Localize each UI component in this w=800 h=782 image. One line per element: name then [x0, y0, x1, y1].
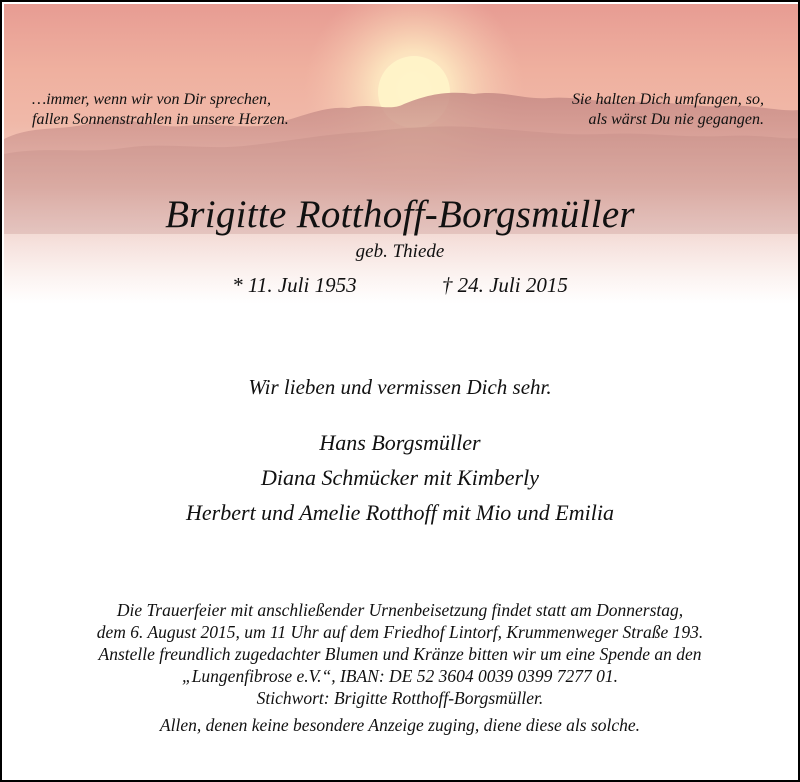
quote-left-line: …immer, wenn wir von Dir sprechen, [32, 91, 271, 108]
quote-right-line: als wärst Du nie gegangen. [588, 111, 764, 128]
farewell-message: Wir lieben und vermissen Dich sehr. [248, 375, 552, 399]
info-line: Anstelle freundlich zugedachter Blumen und Kränze bitten wir um eine Spende an den [98, 644, 702, 664]
mourners-list [2, 425, 798, 530]
maiden-name: geb. Thiede [355, 241, 445, 262]
quote-right-line: Sie halten Dich umfangen, so, [572, 91, 764, 108]
quote-left [32, 90, 289, 130]
birth-date: * 11. Juli 1953 [232, 273, 357, 297]
deceased-name: Brigitte Rotthoff-Borgsmüller [165, 193, 635, 236]
ceremony-info [2, 599, 798, 736]
death-date: † 24. Juli 2015 [441, 273, 568, 297]
quote-right [572, 90, 764, 130]
mourner-name: Hans Borgsmüller [319, 430, 481, 455]
mourner-name: Diana Schmücker mit Kimberly [261, 465, 539, 490]
mourner-name: Herbert und Amelie Rotthoff mit Mio und Emilia [186, 500, 614, 525]
info-line: „Lungenfibrose e.V.“, IBAN: DE 52 3604 0039 0399 7277 01. [181, 666, 619, 686]
closing-line: Allen, denen keine besondere Anzeige zuging, diene diese als solche. [159, 715, 641, 735]
info-line: dem 6. August 2015, um 11 Uhr auf dem Friedhof Lintorf, Krummenweger Straße 193. [96, 622, 704, 642]
quote-left-line: fallen Sonnenstrahlen in unsere Herzen. [32, 111, 289, 128]
info-line: Stichwort: Brigitte Rotthoff-Borgsmüller. [256, 688, 544, 708]
info-line: Die Trauerfeier mit anschließender Urnenbeisetzung findet statt am Donnerstag, [116, 600, 684, 620]
life-dates [2, 273, 798, 298]
